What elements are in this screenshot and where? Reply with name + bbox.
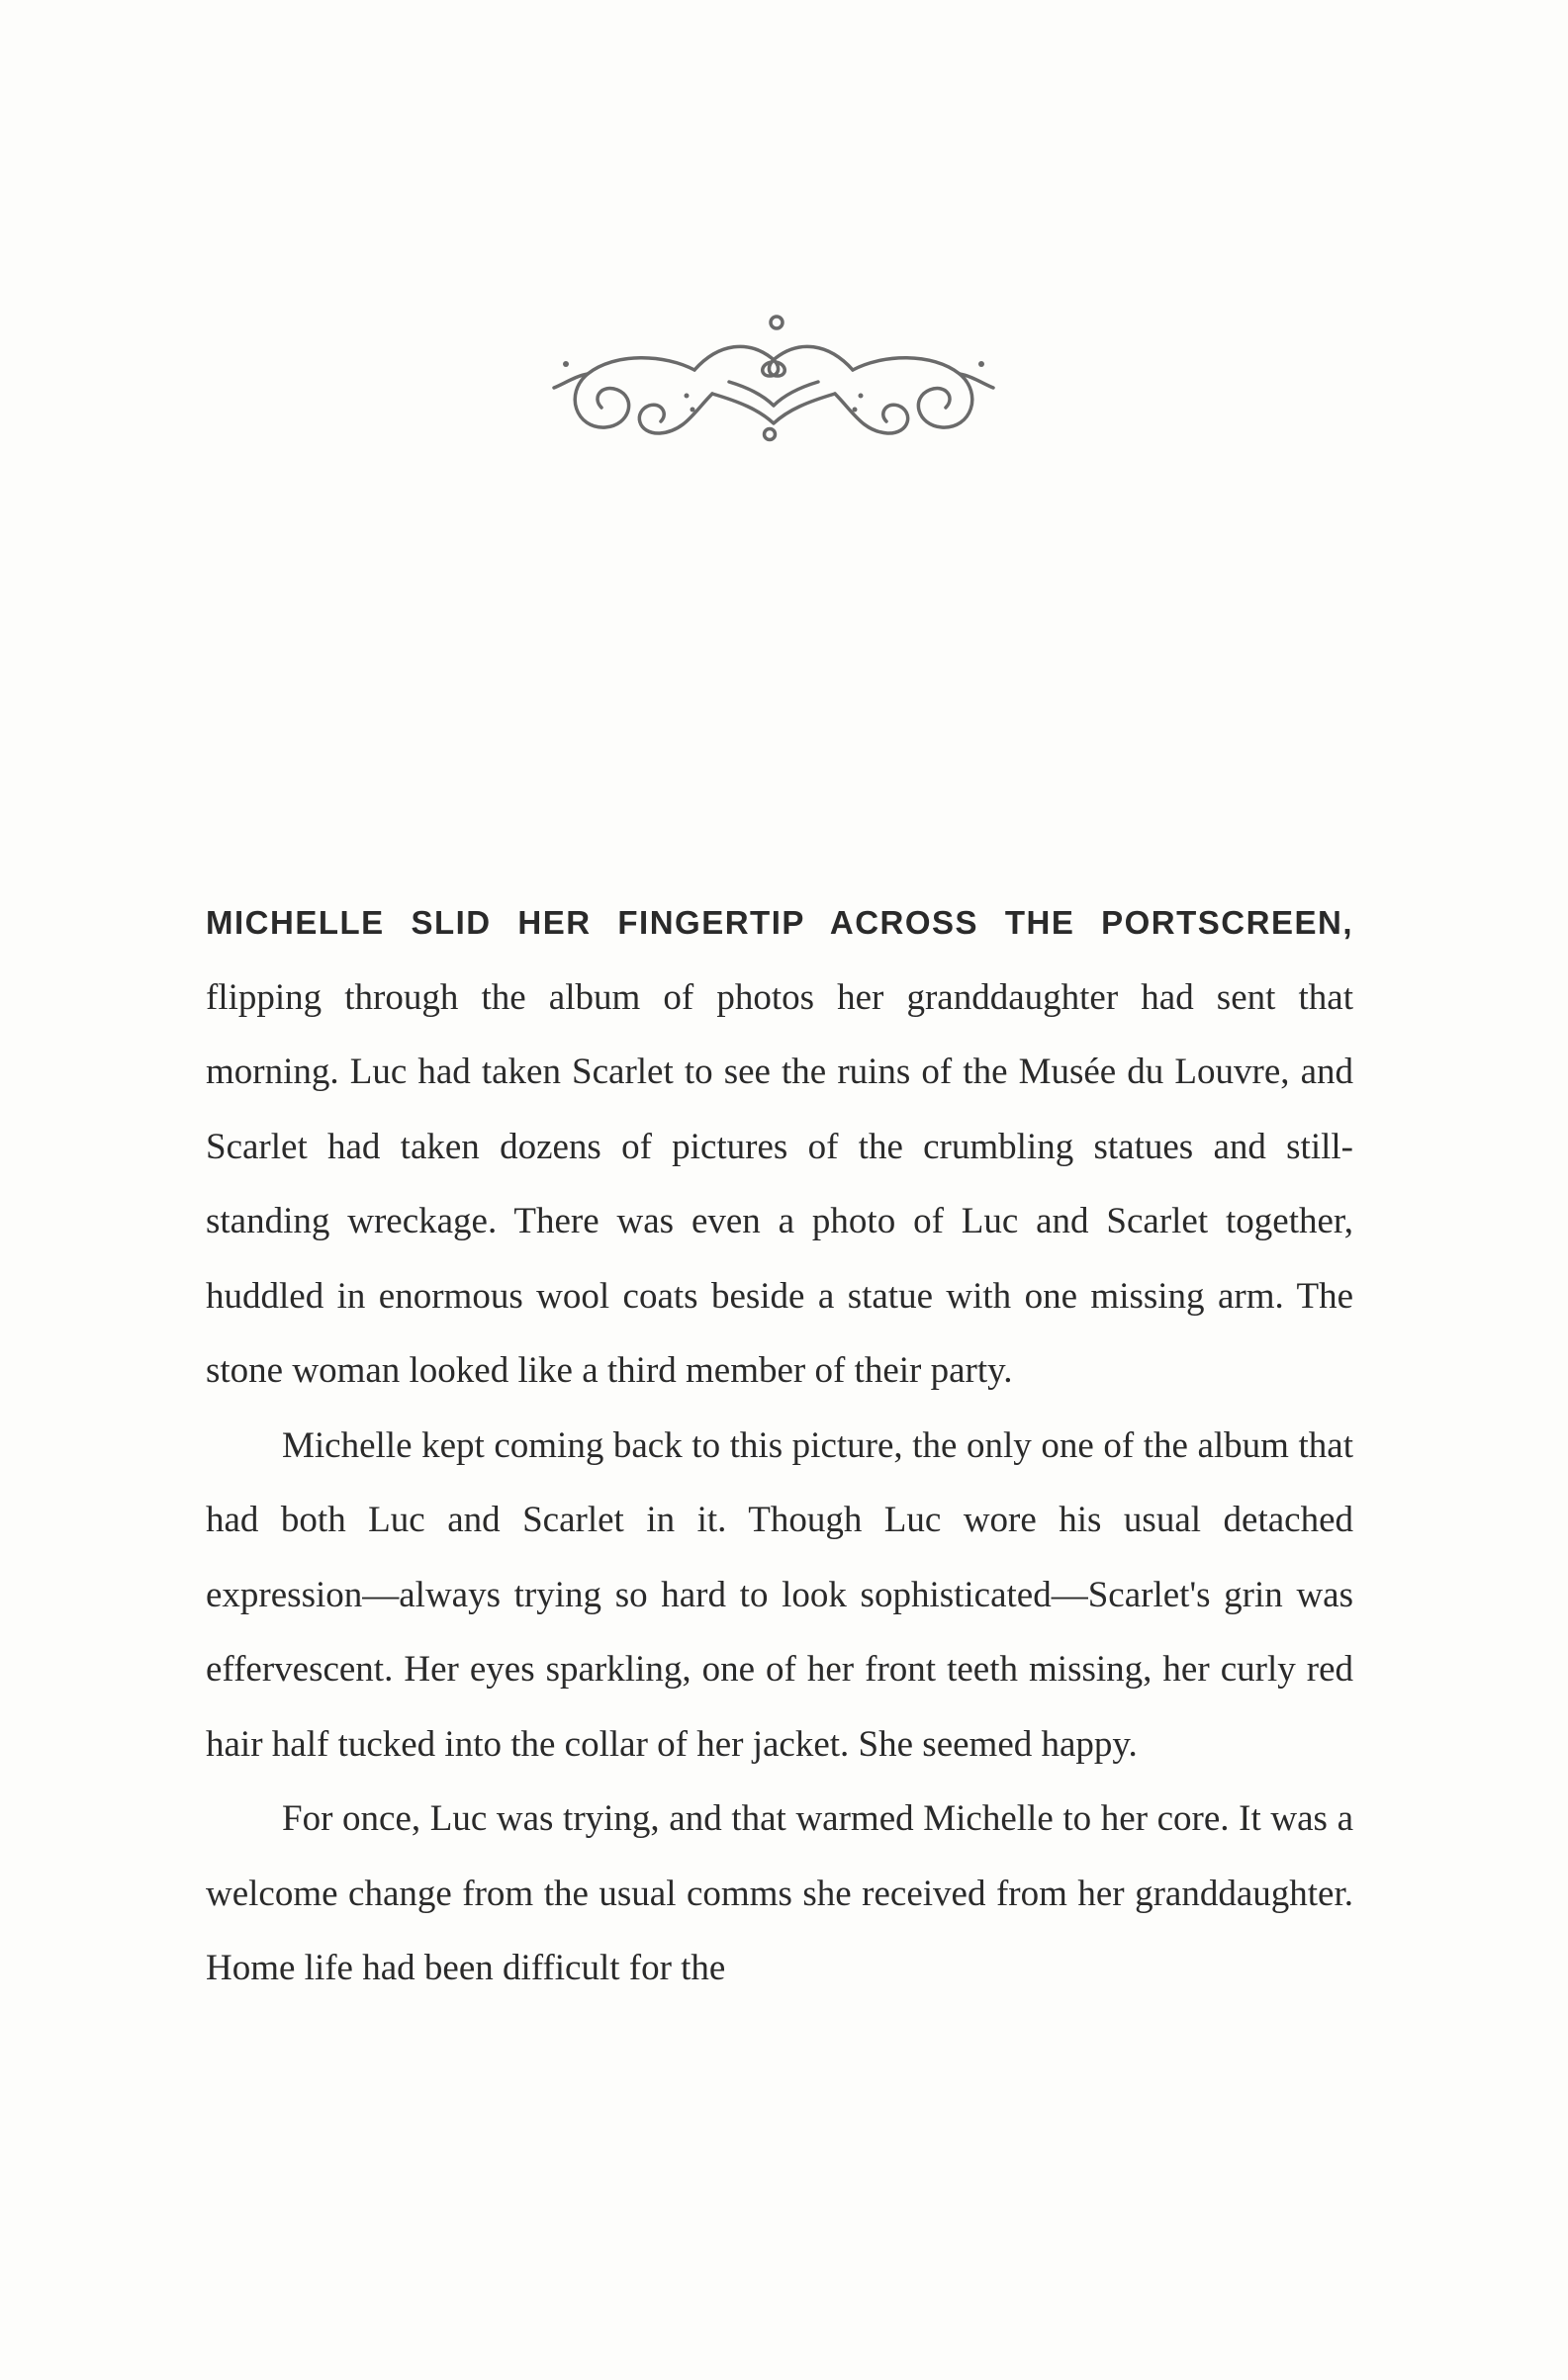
scroll-flourish-icon	[546, 303, 1001, 451]
paragraph-3: For once, Luc was trying, and that warmed Michelle to her core. It was a welcome change from the usual comms she received from her granddaughter. Home life had been difficult for the	[206, 1798, 1353, 1988]
chapter-lead-in: MICHELLE SLID HER FINGERTIP ACROSS THE PORTSCREEN,	[206, 904, 1353, 941]
paragraph-1	[206, 885, 1353, 1409]
paragraph-1-text: flipping through the album of photos her granddaughter had sent that morning. Luc had taken Scarlet to see the ruins of the Musée du Louvre, and Scarlet had taken dozens of pictures of the crumbling statues and still-standing wreckage. There was even a photo of Luc and Scarlet together, huddled in enormous wool coats beside a statue with one missing arm. The stone woman looked like a third member of their party.	[206, 976, 1353, 1391]
paragraph-2: Michelle kept coming back to this picture, the only one of the album that had both Luc and Scarlet in it. Though Luc wore his usual detached expression—always trying so hard to look sophisticated—Scarlet's grin was effervescent. Her eyes sparkling, one of her front teeth missing, her curly red hair half tucked into the collar of her jacket. She seemed happy.	[206, 1424, 1353, 1765]
body-text	[206, 885, 1353, 2006]
